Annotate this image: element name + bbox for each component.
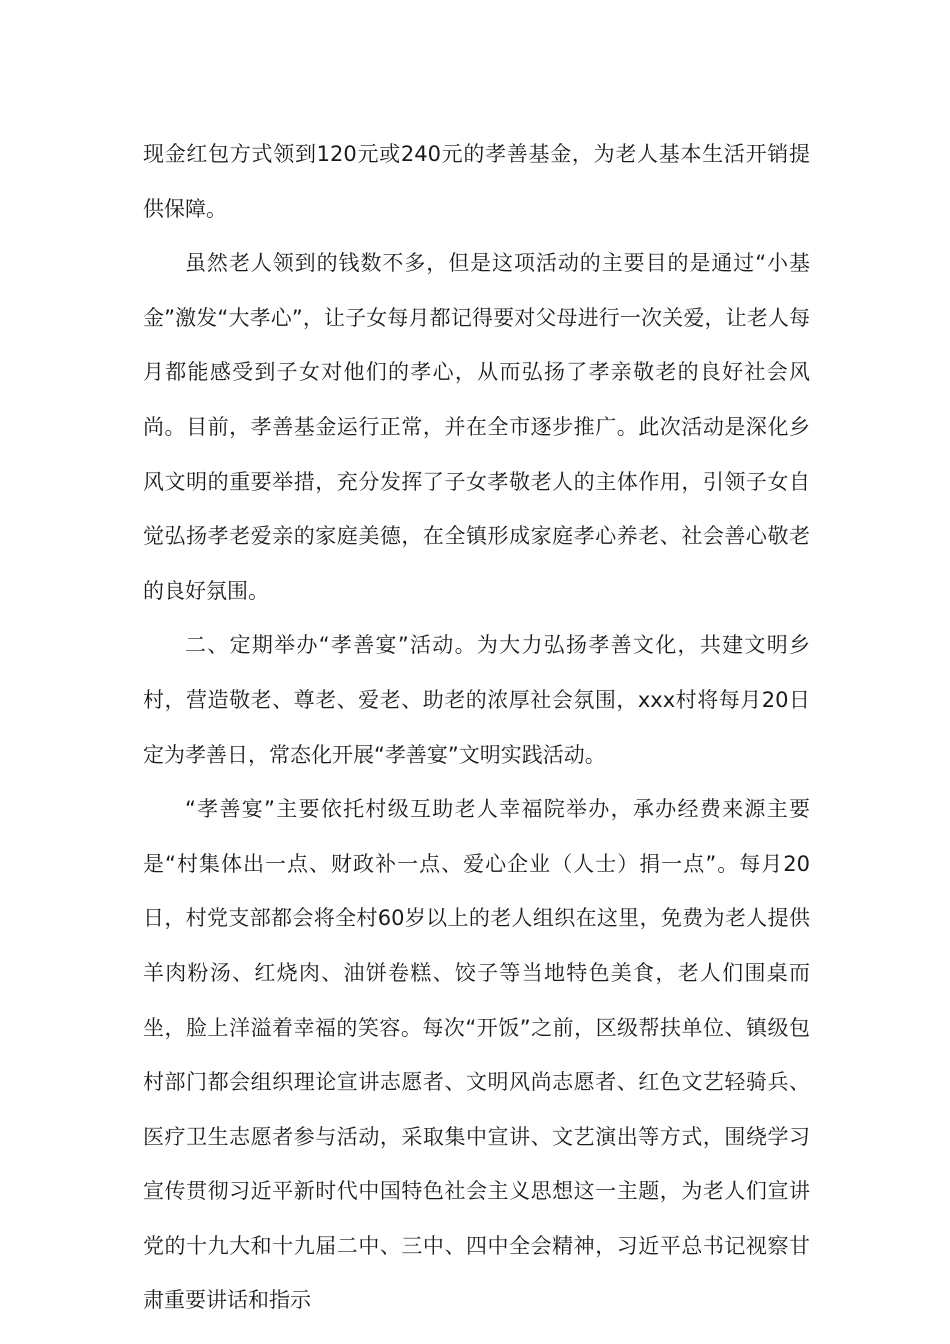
- document-body: [143, 127, 810, 1328]
- paragraph-4: “孝善宴”主要依托村级互助老人幸福院举办，承办经费来源主要是“村集体出一点、财政补一点、爱心企业（人士）捐一点”。每月20日，村党支部都会将全村60岁以上的老人组织在这里，免费为老人提供羊肉粉汤、红烧肉、油饼卷糕、饺子等当地特色美食，老人们围桌而坐，脸上洋溢着幸福的笑容。每次“开饭”之前，区级帮扶单位、镇级包村部门都会组织理论宣讲志愿者、文明风尚志愿者、红色文艺轻骑兵、医疗卫生志愿者参与活动，采取集中宣讲、文艺演出等方式，围绕学习宣传贯彻习近平新时代中国特色社会主义思想这一主题，为老人们宣讲党的十九大和十九届二中、三中、四中全会精神，习近平总书记视察甘肃重要讲话和指示: [143, 797, 810, 1313]
- paragraph-3: 二、定期举办“孝善宴”活动。为大力弘扬孝善文化，共建文明乡村，营造敬老、尊老、爱老、助老的浓厚社会氛围，xxx村将每月20日定为孝善日，常态化开展“孝善宴”文明实践活动。: [143, 633, 810, 767]
- paragraph-2: 虽然老人领到的钱数不多，但是这项活动的主要目的是通过“小基金”激发“大孝心”，让子女每月都记得要对父母进行一次关爱，让老人每月都能感受到子女对他们的孝心，从而弘扬了孝亲敬老的良好社会风尚。目前，孝善基金运行正常，并在全市逐步推广。此次活动是深化乡风文明的重要举措，充分发挥了子女孝敬老人的主体作用，引领子女自觉弘扬孝老爱亲的家庭美德，在全镇形成家庭孝心养老、社会善心敬老的良好氛围。: [143, 251, 810, 603]
- paragraph-1: 现金红包方式领到120元或240元的孝善基金，为老人基本生活开销提供保障。: [143, 142, 810, 221]
